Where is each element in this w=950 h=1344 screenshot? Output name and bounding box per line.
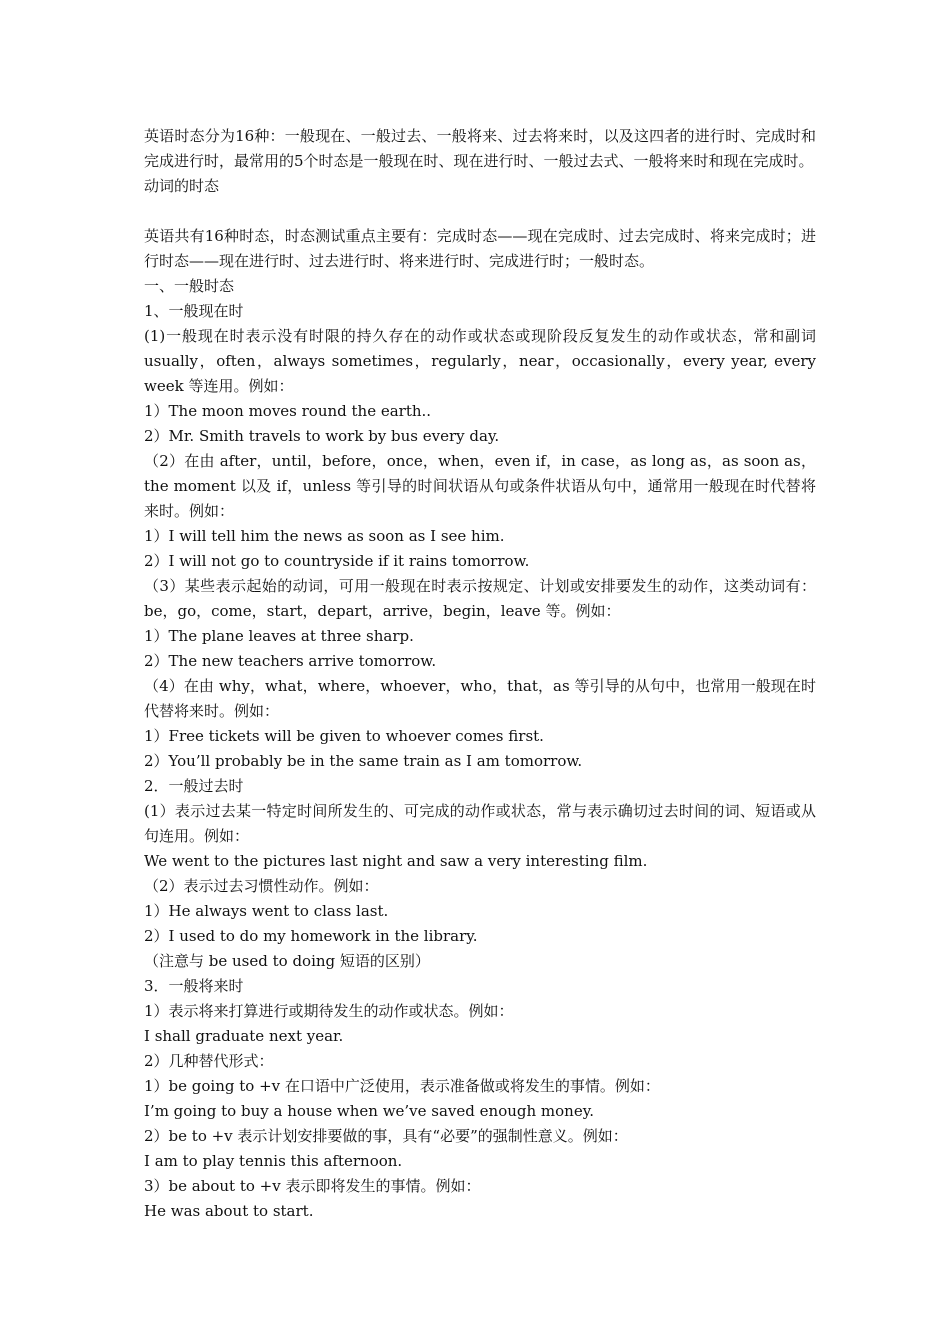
rule-paragraph: 2）几种替代形式： — [144, 1052, 274, 1070]
rule-paragraph: 1）be going to +v 在口语中广泛使用，表示准备做或将发生的事情。例如： — [144, 1077, 660, 1095]
heading-simple-future: 3．一般将来时 — [144, 977, 244, 995]
example-line: We went to the pictures last night and saw a very interesting film. — [144, 852, 648, 870]
rule-paragraph: (1)一般现在时表示没有时限的持久存在的动作或状态或现阶段反复发生的动作或状态，常和副词 usually，often，always sometimes，regularly，near，occasionally，every year, every week 等连用。例如： — [144, 327, 816, 395]
rule-paragraph: （2）在由 after，until，before，once，when，even if，in case，as long as，as soon as，the moment 以及 if，unless 等引导的时间状语从句或条件状语从句中，通常用一般现在时代替将来时。例如： — [144, 452, 816, 520]
example-line: 2）I will not go to countryside if it rains tomorrow. — [144, 552, 530, 570]
example-line: 2）You’ll probably be in the same train as I am tomorrow. — [144, 752, 583, 770]
note-line: （注意与 be used to doing 短语的区别） — [144, 952, 430, 970]
rule-paragraph: （3）某些表示起始的动词，可用一般现在时表示按规定、计划或安排要发生的动作，这类动词有：be，go，come，start，depart，arrive，begin，leave 等。例如： — [144, 577, 816, 620]
example-line: 1）He always went to class last. — [144, 902, 389, 920]
rule-paragraph: (1）表示过去某一特定时间所发生的、可完成的动作或状态，常与表示确切过去时间的词、短语或从句连用。例如： — [144, 802, 816, 845]
rule-paragraph: 3）be about to +v 表示即将发生的事情。例如： — [144, 1177, 481, 1195]
rule-paragraph: （2）表示过去习惯性动作。例如： — [144, 877, 379, 895]
heading-simple-past: 2．一般过去时 — [144, 777, 244, 795]
heading-simple-tenses: 一、一般时态 — [144, 277, 235, 295]
intro-paragraph: 英语时态分为16种：一般现在、一般过去、一般将来、过去将来时，以及这四者的进行时、完成时和完成进行时，最常用的5个时态是一般现在时、现在进行时、一般过去式、一般将来时和现在完成时。 — [144, 127, 816, 170]
rule-paragraph: 1）表示将来打算进行或期待发生的动作或状态。例如： — [144, 1002, 514, 1020]
example-line: I’m going to buy a house when we’ve saved enough money. — [144, 1102, 594, 1120]
example-line: 1）Free tickets will be given to whoever comes first. — [144, 727, 544, 745]
rule-paragraph: （4）在由 why，what，where，whoever，who，that，as 等引导的从句中，也常用一般现在时代替将来时。例如： — [144, 677, 816, 720]
rule-paragraph: 2）be to +v 表示计划安排要做的事，具有“必要”的强制性意义。例如： — [144, 1127, 628, 1145]
example-line: I am to play tennis this afternoon. — [144, 1152, 403, 1170]
example-line: 2）Mr. Smith travels to work by bus every day. — [144, 427, 500, 445]
example-line: 2）I used to do my homework in the library. — [144, 927, 478, 945]
blank-line — [144, 199, 816, 224]
example-line: 1）The plane leaves at three sharp. — [144, 627, 414, 645]
heading-simple-present: 1、一般现在时 — [144, 302, 244, 320]
example-line: 1）I will tell him the news as soon as I see him. — [144, 527, 505, 545]
example-line: I shall graduate next year. — [144, 1027, 344, 1045]
overview-paragraph: 英语共有16种时态，时态测试重点主要有：完成时态——现在完成时、过去完成时、将来完成时；进行时态——现在进行时、过去进行时、将来进行时、完成进行时；一般时态。 — [144, 227, 816, 270]
example-line: 1）The moon moves round the earth.. — [144, 402, 432, 420]
example-line: He was about to start. — [144, 1202, 314, 1220]
document-body — [144, 124, 816, 1224]
section-heading-verb-tense: 动词的时态 — [144, 177, 220, 195]
example-line: 2）The new teachers arrive tomorrow. — [144, 652, 437, 670]
